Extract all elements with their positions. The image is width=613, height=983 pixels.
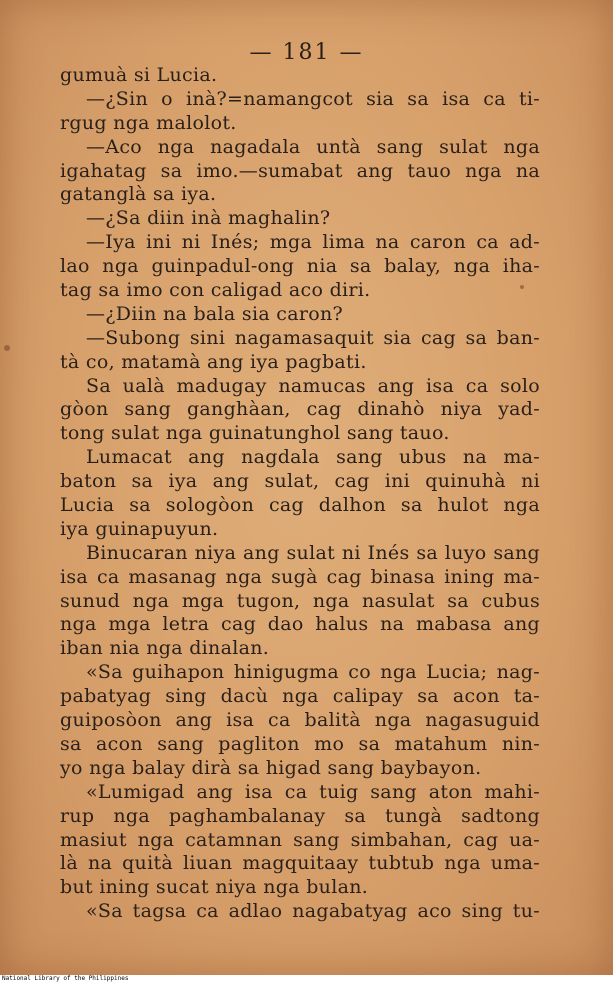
page-number: — 181 — — [249, 40, 364, 65]
paper-speck — [520, 285, 524, 289]
text-line: lao nga guinpadul-ong nia sa balay, nga iha- — [60, 255, 540, 278]
paper-speck — [4, 345, 10, 351]
text-line: gatanglà sa iya. — [60, 183, 217, 206]
text-line: —Subong sini nagamasaquit sia cag sa ban- — [86, 326, 540, 349]
text-line: iya guinapuyun. — [60, 517, 219, 540]
text-line: igahatag sa imo.—sumabat ang tauo nga na — [60, 159, 540, 182]
text-line: —¿Sin o inà?=namangcot sia sa isa ca ti- — [86, 87, 540, 110]
text-line: —Iya ini ni Inés; mga lima na caron ca ad- — [86, 231, 540, 254]
text-line: tà co, matamà ang iya pagbati. — [60, 350, 367, 373]
text-line: «Sa tagsa ca adlao nagabatyag aco sing tu- — [86, 900, 540, 923]
text-line: sunud nga mga tugon, nga nasulat sa cubus — [60, 589, 540, 612]
library-footer: National Library of the Philippines — [0, 975, 613, 983]
text-line: Binucaran niya ang sulat ni Inés sa luyo sang — [86, 541, 540, 564]
text-line: —¿Diin na bala sia caron? — [86, 302, 343, 325]
body-text — [60, 64, 540, 924]
text-line: gòon sang ganghàan, cag dinahò niya yad- — [60, 398, 540, 421]
text-line: —¿Sa diin inà maghalin? — [86, 207, 331, 230]
text-line: —Aco nga nagadala untà sang sulat nga — [86, 135, 540, 158]
text-line: Lumacat ang nagdala sang ubus na ma- — [86, 446, 540, 469]
text-line: masiut nga catamnan sang simbahan, cag ua- — [60, 828, 540, 851]
text-line: «Lumigad ang isa ca tuig sang aton mahi- — [86, 780, 540, 803]
text-line: pabatyag sing dacù nga calipay sa acon ta- — [60, 685, 540, 708]
text-line: tong sulat nga guinatunghol sang tauo. — [60, 422, 450, 445]
text-line: rup nga paghambalanay sa tungà sadtong — [60, 804, 540, 827]
text-line: sa acon sang pagliton mo sa matahum nin- — [60, 732, 540, 755]
text-line: gumuà si Lucia. — [60, 64, 218, 86]
text-line: iban nia nga dinalan. — [60, 637, 270, 660]
text-line: but ining sucat niya nga bulan. — [60, 876, 369, 899]
text-line: Sa ualà madugay namucas ang isa ca solo — [86, 374, 540, 397]
text-line: «Sa guihapon hinigugma co nga Lucia; nag- — [86, 661, 540, 684]
text-line: tag sa imo con caligad aco diri. — [60, 279, 371, 302]
text-line: guiposòon ang isa ca balità nga nagasuguid — [60, 709, 540, 732]
text-line: yo nga balay dirà sa higad sang baybayon. — [60, 756, 482, 779]
text-line: Lucia sa sologòon cag dalhon sa hulot nga — [60, 494, 540, 517]
text-line: rgug nga malolot. — [60, 111, 237, 134]
text-line: isa ca masanag nga sugà cag binasa ining ma- — [60, 565, 540, 588]
text-line: nga mga letra cag dao halus na mabasa ang — [60, 613, 540, 636]
text-line: là na quità liuan magquitaay tubtub nga uma- — [60, 852, 540, 875]
text-line: baton sa iya ang sulat, cag ini quinuhà ni — [60, 470, 540, 493]
